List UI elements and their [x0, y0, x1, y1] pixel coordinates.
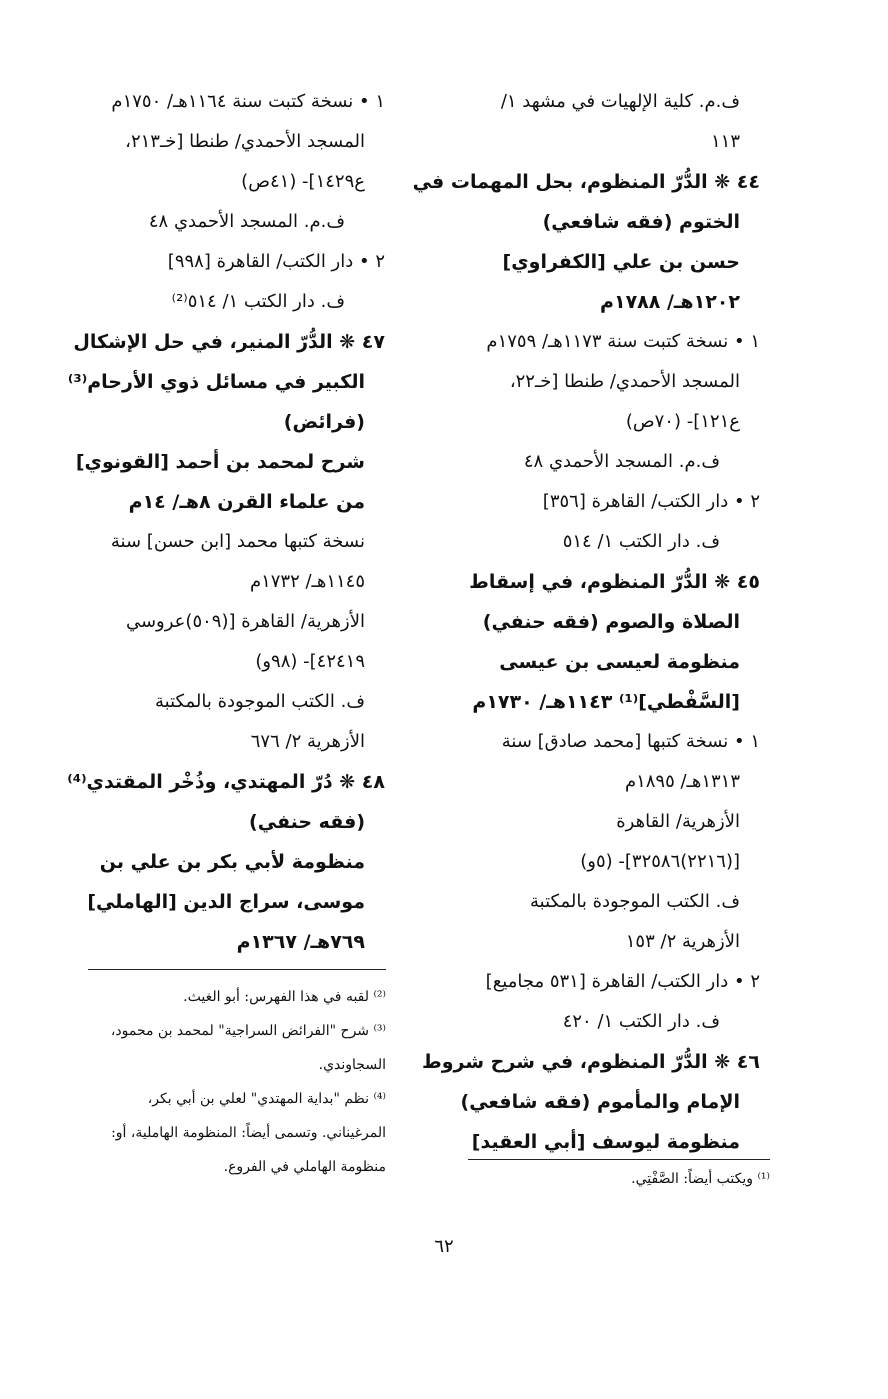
- right-column-line: الأزهرية/ القاهرة: [616, 811, 740, 832]
- left-column-line: ع١٤٢٩]- (٤١ص): [241, 171, 365, 192]
- right-column-line: [(٢٢١٦)٣٢٥٨٦]- (٥و): [580, 851, 740, 872]
- left-column-line: ٢ • دار الكتب/ القاهرة [٩٩٨]: [167, 251, 385, 272]
- right-column-line: الصلاة والصوم (فقه حنفي): [482, 611, 740, 633]
- right-column-line: ٤٦ ❋ الدُّرّ المنظوم، في شرح شروط: [422, 1051, 760, 1073]
- left-column-line: ٤٧ ❋ الدُّرّ المنير، في حل الإشكال: [73, 331, 385, 353]
- right-column-line: حسن بن علي [الكفراوي]: [502, 251, 740, 273]
- left-column-line: موسى، سراج الدين [الهاملي]: [87, 891, 365, 913]
- right-column-line: ١٢٠٢هـ/ ١٧٨٨م: [600, 291, 740, 313]
- left-column-line: الأزهرية ٢/ ٦٧٦: [250, 731, 365, 752]
- right-column-line: الختوم (فقه شافعي): [542, 211, 740, 233]
- right-column-line: منظومة لعيسى بن عيسى: [499, 651, 740, 673]
- footnote-line: ⁽³⁾ شرح "الفرائض السراجية" لمحمد بن محمود،: [110, 1023, 386, 1039]
- footnote-line: منظومة الهاملي في الفروع.: [223, 1159, 386, 1175]
- right-column-line: ف. دار الكتب ١/ ٤٢٠: [562, 1011, 720, 1032]
- right-column-line: ٤٤ ❋ الدُّرّ المنظوم، بحل المهمات في: [412, 171, 760, 193]
- right-column-line: ع١٢١]- (٧٠ص): [625, 411, 740, 432]
- left-column-line: ١١٤٥هـ/ ١٧٣٢م: [249, 571, 365, 592]
- left-column-line: (فقه حنفي): [249, 811, 365, 833]
- right-column-line: [السَّفْطي]⁽¹⁾ ١١٤٣هـ/ ١٧٣٠م: [472, 691, 740, 713]
- left-column-line: شرح لمحمد بن أحمد [القونوي]: [75, 451, 365, 473]
- right-column-line: ١ • نسخة كتبت سنة ١١٧٣هـ/ ١٧٥٩م: [486, 331, 760, 352]
- left-column-line: ف. الكتب الموجودة بالمكتبة: [155, 691, 365, 712]
- right-column-line: ف. دار الكتب ١/ ٥١٤: [562, 531, 720, 552]
- left-column-line: من علماء القرن ٨هـ/ ١٤م: [128, 491, 365, 513]
- page-number: ٦٢: [434, 1236, 454, 1257]
- footnote-line: المرغيناني. وتسمى أيضاً: المنظومة الهاملية، أو:: [111, 1125, 386, 1141]
- right-column-line: ف.م. كلية الإلهيات في مشهد ١/: [500, 91, 740, 112]
- right-column: [412, 82, 760, 1162]
- right-column-line: الأزهرية ٢/ ١٥٣: [625, 931, 740, 952]
- footnote-line: ⁽²⁾ لقبه في هذا الفهرس: أبو الغيث.: [183, 989, 386, 1005]
- left-footnote-separator: [88, 969, 386, 970]
- right-column-line: ١ • نسخة كتبها [محمد صادق] سنة: [501, 731, 760, 752]
- left-column-line: ف. دار الكتب ١/ ٥١٤⁽²⁾: [171, 291, 345, 312]
- left-column-line: الكبير في مسائل ذوي الأرحام⁽³⁾: [67, 371, 365, 393]
- left-column-line: نسخة كتبها محمد [ابن حسن] سنة: [110, 531, 365, 552]
- footnote-line: ⁽¹⁾ ويكتب أيضاً: الصَّفْتِي.: [631, 1171, 770, 1187]
- footnote-line: السجاوندي.: [318, 1057, 386, 1073]
- right-column-line: ٤٥ ❋ الدُّرّ المنظوم، في إسقاط: [469, 571, 760, 593]
- left-column-line: ٤٨ ❋ دُرّ المهتدي، وذُخْر المقتدي⁽⁴⁾: [67, 771, 385, 793]
- left-column-line: الأزهرية/ القاهرة [(٥٠٩)عروسي: [125, 611, 365, 632]
- right-column-line: ٢ • دار الكتب/ القاهرة [٣٥٦]: [542, 491, 760, 512]
- right-column-line: المسجد الأحمدي/ طنطا [خـ٢٢،: [509, 371, 740, 392]
- right-column-line: ١٣١٣هـ/ ١٨٩٥م: [624, 771, 740, 792]
- left-column-line: ١ • نسخة كتبت سنة ١١٦٤هـ/ ١٧٥٠م: [111, 91, 385, 112]
- left-column-line: المسجد الأحمدي/ طنطا [خـ٢١٣،: [125, 131, 365, 152]
- left-footnotes: [28, 980, 386, 1184]
- left-column-line: ٧٦٩هـ/ ١٣٦٧م: [236, 931, 365, 953]
- right-column-line: منظومة ليوسف [أبي العقيد]: [471, 1131, 740, 1153]
- right-column-line: ف. الكتب الموجودة بالمكتبة: [530, 891, 740, 912]
- right-footnote-separator: [468, 1159, 770, 1160]
- right-column-line: ف.م. المسجد الأحمدي ٤٨: [523, 451, 720, 472]
- left-column-line: ف.م. المسجد الأحمدي ٤٨: [148, 211, 345, 232]
- footnote-line: ⁽⁴⁾ نظم "بداية المهتدي" لعلي بن أبي بكر،: [147, 1091, 386, 1107]
- right-footnotes: [468, 1162, 770, 1196]
- left-column-line: (فرائض): [283, 411, 365, 433]
- right-column-line: ٢ • دار الكتب/ القاهرة [٥٣١ مجاميع]: [485, 971, 760, 992]
- left-column: [25, 82, 385, 962]
- right-column-line: الإمام والمأموم (فقه شافعي): [460, 1091, 740, 1113]
- left-column-line: ٤٢٤١٩]- (٩٨و): [255, 651, 365, 672]
- right-column-line: ١١٣: [710, 131, 740, 152]
- left-column-line: منظومة لأبي بكر بن علي بن: [99, 851, 365, 873]
